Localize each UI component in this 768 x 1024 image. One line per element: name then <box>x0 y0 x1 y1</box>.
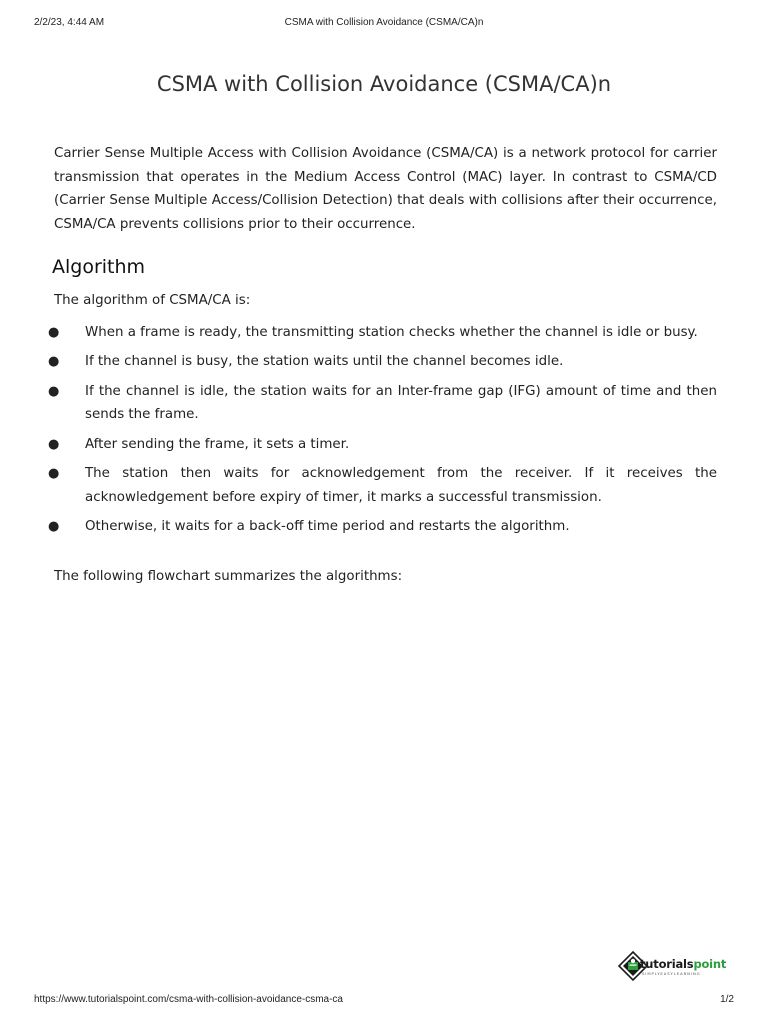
algorithm-steps-list <box>48 321 717 539</box>
list-item <box>48 350 717 374</box>
list-item <box>48 321 717 345</box>
step-text: If the channel is idle, the station waits for an Inter-frame gap (IFG) amount of time and then sends the frame. <box>85 383 717 422</box>
print-header <box>34 17 734 31</box>
algorithm-intro: The algorithm of CSMA/CA is: <box>54 293 251 308</box>
logo-wordmark-part1: tutorials <box>640 957 694 971</box>
list-item <box>48 433 717 457</box>
list-item <box>48 515 717 539</box>
article-body <box>48 142 717 588</box>
algorithm-heading: Algorithm <box>52 256 146 278</box>
bullet-icon: ● <box>48 466 60 481</box>
bullet-icon: ● <box>48 324 60 340</box>
logo-wordmark-part2: point <box>693 957 727 971</box>
step-text: If the channel is busy, the station waits until the channel becomes idle. <box>85 354 564 369</box>
page-title: CSMA with Collision Avoidance (CSMA/CA)n <box>156 72 612 96</box>
list-item <box>48 380 717 427</box>
tutorialspoint-logo <box>618 951 738 981</box>
intro-paragraph: Carrier Sense Multiple Access with Collision Avoidance (CSMA/CA) is a network protocol for carrier transmission that operates in the Medium Access Control (MAC) layer. In contrast to CSMA/CD (Carrier Sense Multiple Access/Collision Detection) that deals with collisions after their occurrence, CSMA/CA prevents collisions prior to their occurrence. <box>54 146 717 232</box>
print-url: https://www.tutorialspoint.com/csma-with-collision-avoidance-csma-ca <box>34 994 343 1005</box>
bullet-icon: ● <box>48 519 60 534</box>
bullet-icon: ● <box>48 383 60 399</box>
print-document-title: CSMA with Collision Avoidance (CSMA/CA)n <box>284 17 484 28</box>
list-item <box>48 462 717 509</box>
step-text: The station then waits for acknowledgement from the receiver. If it receives the acknowledgement before expiry of timer, it marks a successful transmission. <box>85 466 717 505</box>
logo-tagline: SIMPLYEASYLEARNING <box>642 971 701 976</box>
step-text: After sending the frame, it sets a timer. <box>85 436 350 452</box>
bullet-icon: ● <box>48 354 60 369</box>
bullet-icon: ● <box>48 436 60 452</box>
logo-wordmark <box>640 957 726 971</box>
step-text: Otherwise, it waits for a back-off time period and restarts the algorithm. <box>85 519 570 534</box>
flowchart-intro: The following flowchart summarizes the algorithms: <box>54 568 403 584</box>
page-number: 1/2 <box>720 994 734 1005</box>
print-datetime: 2/2/23, 4:44 AM <box>34 17 105 28</box>
print-footer <box>34 994 734 1008</box>
step-text: When a frame is ready, the transmitting station checks whether the channel is idle or busy. <box>85 324 698 340</box>
